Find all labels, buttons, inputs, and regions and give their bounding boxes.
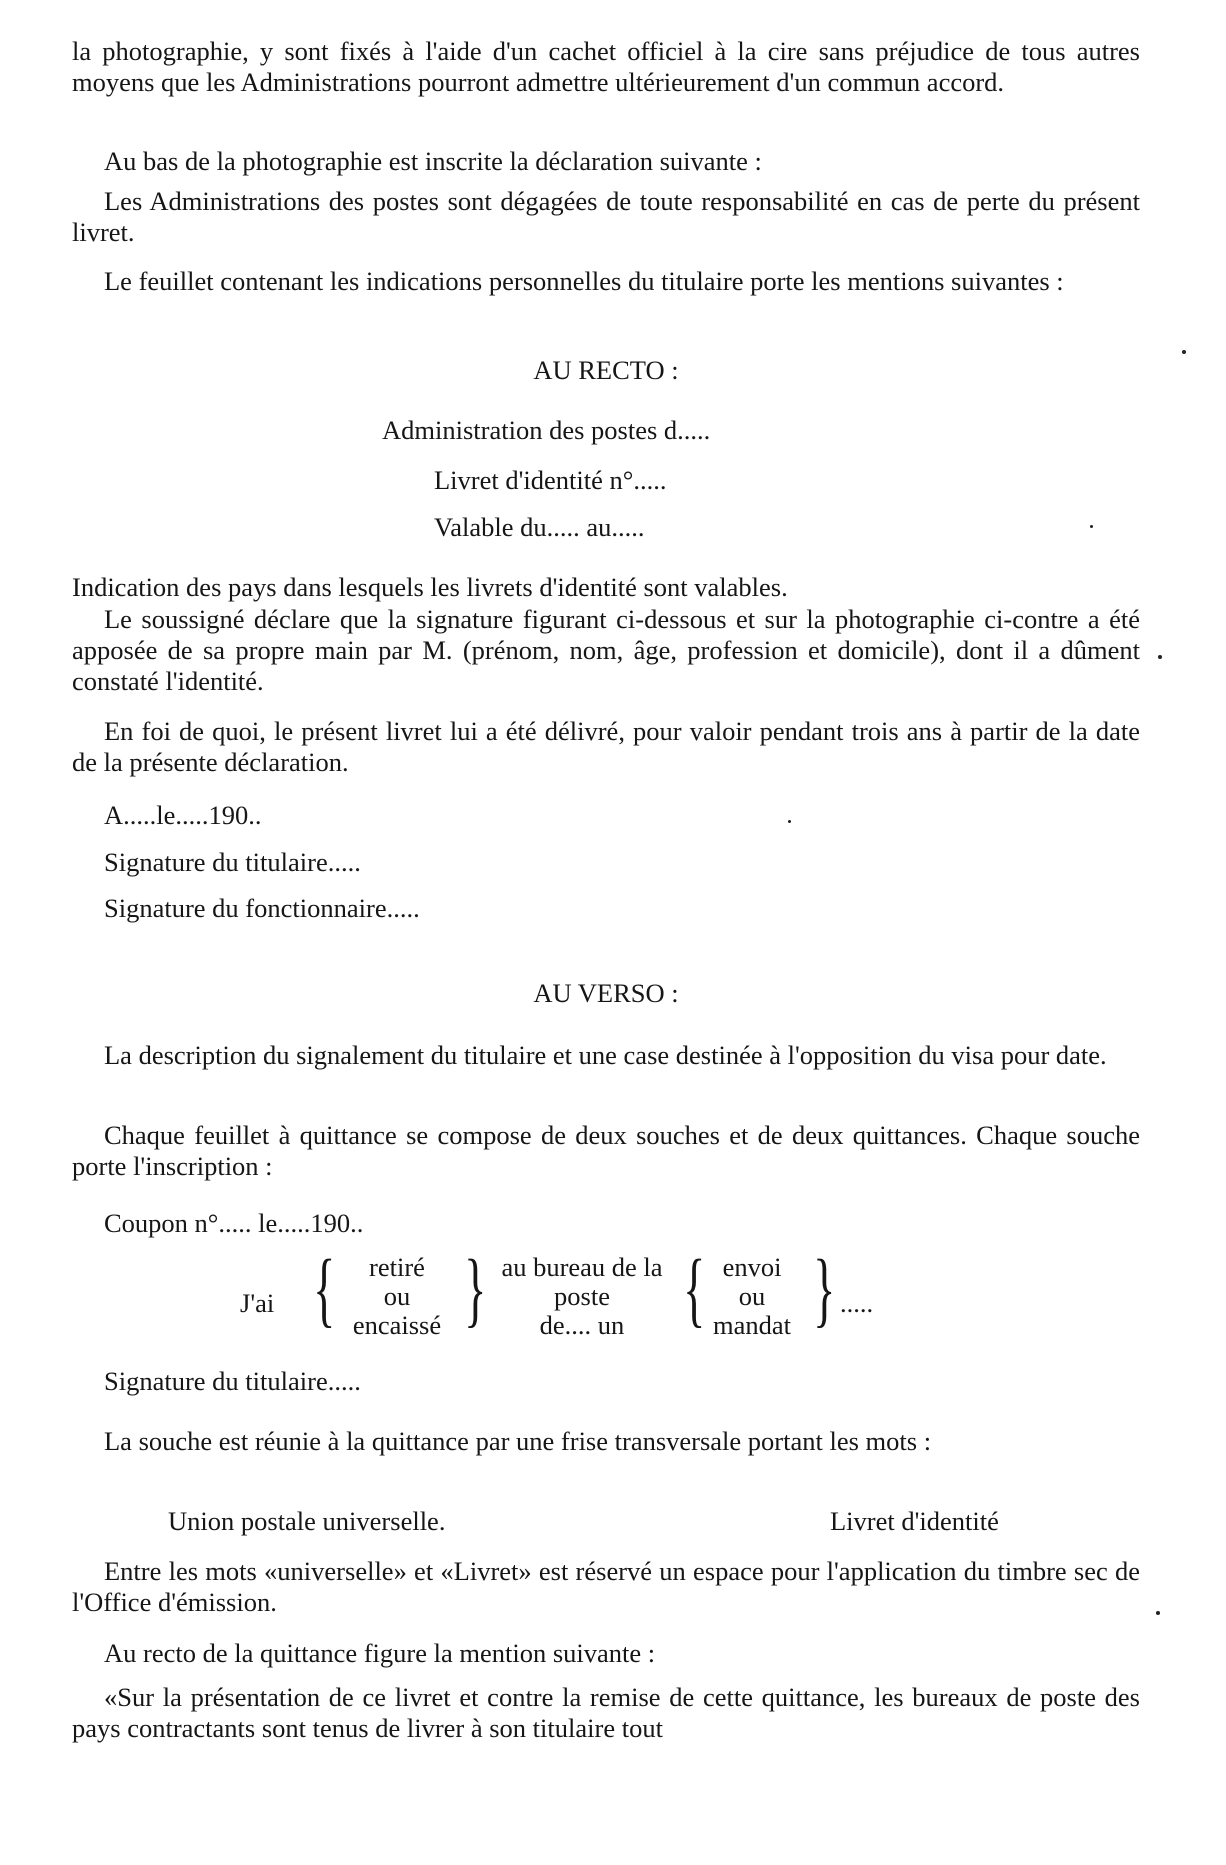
bracket-col1 — [342, 1253, 452, 1340]
paragraph-feuillet-quittance: Chaque feuillet à quittance se compose de deux souches et de deux quittances. Chaque souche porte l'inscription : — [72, 1120, 1140, 1181]
bracket-mid-poste: poste — [554, 1281, 610, 1311]
bracket-trailing-dots: ..... — [840, 1288, 874, 1318]
recto-livret-line: Livret d'identité n°..... — [434, 465, 667, 495]
paragraph-soussigne: Le soussigné déclare que la signature figurant ci-dessous et sur la photographie ci-contre a été apposée de sa propre main par M. (prénom, nom, âge, profession et domicile), dont il a dûment constaté l'identité. — [72, 604, 1140, 696]
heading-au-recto: AU RECTO : — [533, 355, 679, 385]
recto-valable-line: Valable du..... au..... — [434, 512, 645, 542]
signature-titulaire-line-2: Signature du titulaire..... — [104, 1366, 361, 1396]
date-line: A.....le.....190.. — [104, 800, 262, 830]
bracket-col3-ou: ou — [738, 1281, 766, 1311]
bracket-col3-envoi: envoi — [722, 1252, 782, 1282]
bracket-mid-bureau: au bureau de la — [501, 1252, 663, 1282]
paragraph-responsibility: Les Administrations des postes sont dégagées de toute responsabilité en cas de perte du présent livret. — [72, 186, 1140, 247]
right-brace-2: } — [813, 1243, 836, 1336]
recto-administration-line: Administration des postes d..... — [382, 415, 711, 445]
paragraph-recto-quittance: Au recto de la quittance figure la mention suivante : — [104, 1638, 656, 1668]
bracket-col3-mandat: mandat — [713, 1310, 791, 1340]
paragraph-declaration-intro: Au bas de la photographie est inscrite la déclaration suivante : — [104, 146, 762, 176]
scan-speck — [1182, 350, 1186, 354]
signature-fonctionnaire-line: Signature du fonctionnaire..... — [104, 893, 420, 923]
left-brace-1: { — [313, 1243, 336, 1336]
left-brace-2: { — [683, 1243, 706, 1336]
paragraph-photo-seal: la photographie, y sont fixés à l'aide d'un cachet officiel à la cire sans préjudice de tous autres moyens que les Administrations pourront admettre ultérieurement d'un commun accord. — [72, 36, 1140, 97]
heading-au-verso: AU VERSO : — [533, 978, 679, 1008]
right-brace-1: } — [464, 1243, 487, 1336]
scan-speck — [1158, 655, 1162, 659]
scan-speck — [1090, 525, 1093, 528]
paragraph-signalement: La description du signalement du titulaire et une case destinée à l'opposition du visa pour date. — [104, 1040, 1107, 1070]
frise-union-postale: Union postale universelle. — [168, 1506, 446, 1536]
scan-speck — [1156, 1611, 1160, 1615]
bracket-mid — [482, 1253, 682, 1340]
paragraph-sur-la-presentation: «Sur la présentation de ce livret et contre la remise de cette quittance, les bureaux de poste des pays contractants sont tenus de livrer à son titulaire tout — [72, 1682, 1140, 1743]
paragraph-souche-frise: La souche est réunie à la quittance par une frise transversale portant les mots : — [104, 1426, 932, 1456]
paragraph-countries: Indication des pays dans lesquels les livrets d'identité sont valables. — [72, 572, 788, 602]
bracket-col1-ou: ou — [383, 1281, 411, 1311]
scan-speck — [788, 820, 791, 823]
bracket-col1-retire: retiré — [369, 1252, 425, 1282]
bracket-jai: J'ai — [240, 1288, 275, 1318]
bracket-mid-de-un: de.... un — [539, 1310, 625, 1340]
signature-titulaire-line: Signature du titulaire..... — [104, 847, 361, 877]
coupon-line: Coupon n°..... le.....190.. — [104, 1208, 364, 1238]
bracket-col3 — [702, 1253, 802, 1340]
frise-livret-identite: Livret d'identité — [830, 1506, 999, 1536]
paragraph-personal-sheet: Le feuillet contenant les indications personnelles du titulaire porte les mentions suivantes : — [104, 266, 1064, 296]
paragraph-en-foi: En foi de quoi, le présent livret lui a été délivré, pour valoir pendant trois ans à partir de la date de la présente déclaration. — [72, 716, 1140, 777]
bracket-col1-encaisse: encaissé — [352, 1310, 442, 1340]
paragraph-timbre-sec: Entre les mots «universelle» et «Livret» est réservé un espace pour l'application du timbre sec de l'Office d'émission. — [72, 1556, 1140, 1617]
